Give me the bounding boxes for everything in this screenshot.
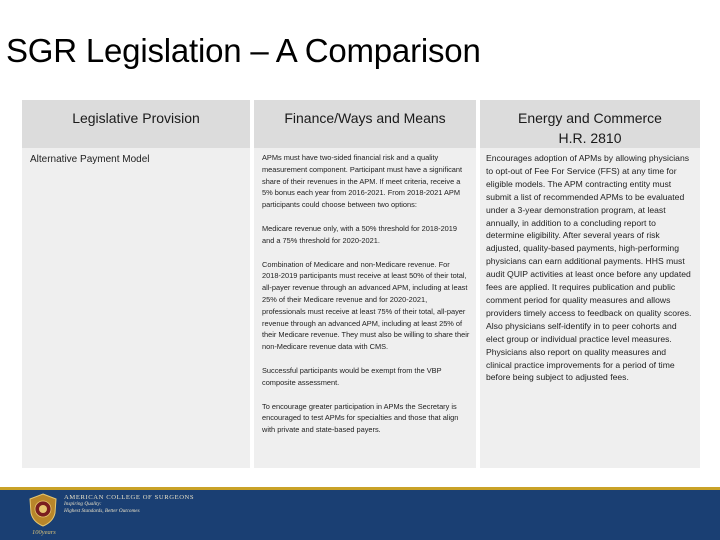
brand-tagline-2: Highest Standards, Better Outcomes [64, 507, 140, 514]
brand-name: AMERICAN COLLEGE OF SURGEONS [64, 494, 195, 501]
acs-seal-icon [28, 493, 58, 527]
header-energy-commerce-label: Energy and Commerce [518, 110, 662, 126]
finance-paragraph: Medicare revenue only, with a 50% threshold for 2018-2019 and a 75% threshold for 2020-2021. [262, 223, 458, 245]
cell-energy [476, 148, 700, 468]
header-energy-commerce-wrap [518, 108, 662, 148]
finance-paragraph: APMs must have two-sided financial risk and a quality measurement component. Participant must have a significant share of their revenues in the APM. If meet criteria, receive a 5% bonus each year from 2016-2021. From 2018-2021 APM participants could choose between two options: [262, 153, 463, 210]
finance-paragraph: Successful participants would be exempt from the VBP composite assessment. [262, 365, 442, 387]
cell-finance [250, 148, 476, 468]
cell-provision [22, 148, 250, 468]
footer-band [0, 487, 720, 540]
footer-stripe [0, 487, 720, 490]
brand-block [64, 494, 194, 515]
header-legislative-provision [22, 100, 250, 148]
header-energy-commerce [476, 100, 700, 148]
provision-name: Alternative Payment Model [30, 154, 150, 165]
header-bill-number: H.R. 2810 [558, 130, 622, 146]
brand-tagline-1: Inspiring Quality: [64, 501, 102, 507]
finance-paragraph: To encourage greater participation in APMs the Secretary is encouraged to test APMs for specialties and those that align with private and state-based payers. [262, 401, 459, 435]
header-finance-ways-means [250, 100, 476, 148]
header-legislative-provision-label: Legislative Provision [72, 110, 200, 126]
slide-title: SGR Legislation – A Comparison [6, 32, 481, 69]
years-mark: 100years [32, 529, 56, 536]
finance-paragraph: Combination of Medicare and non-Medicare revenue. For 2018-2019 participants must receive at least 50% of their total, all-payer revenue through an advanced APM, including at least 25% of their Medicare revenue and for 2020-2021, professionals must receive at least 75% of their total, all-payer revenue through an advanced APM, including at least 25% of their Medicare revenue. They must also be willing to share their non-Medicare revenue data with CMS. [262, 259, 470, 352]
energy-text: Encourages adoption of APMs by allowing physicians to opt-out of Fee For Service (FFS) at any time for eligible models. The APM contracting entity must submit a list of recommended APMs to be evaluated under a 3-year demonstration program, at least annually, in addition to a concluding report to determine eligibility. After several years of risk adjusted, quality-based payments, high-performing physicians can earn additional payments. HHS must audit QUIP activities at least once before any updated fees are applied. It requires publication and public comment period for quality measures and allows providers timely access to feedback on quality scores. Also physicians self-identify in to peer cohorts and elect group or individual practice level measures. Physicians also report on quality measures and clinical practice improvements for a period of time before being subject to adjusted fees. [486, 153, 692, 383]
header-finance-ways-means-label: Finance/Ways and Means [284, 110, 446, 126]
comparison-table [22, 100, 700, 468]
